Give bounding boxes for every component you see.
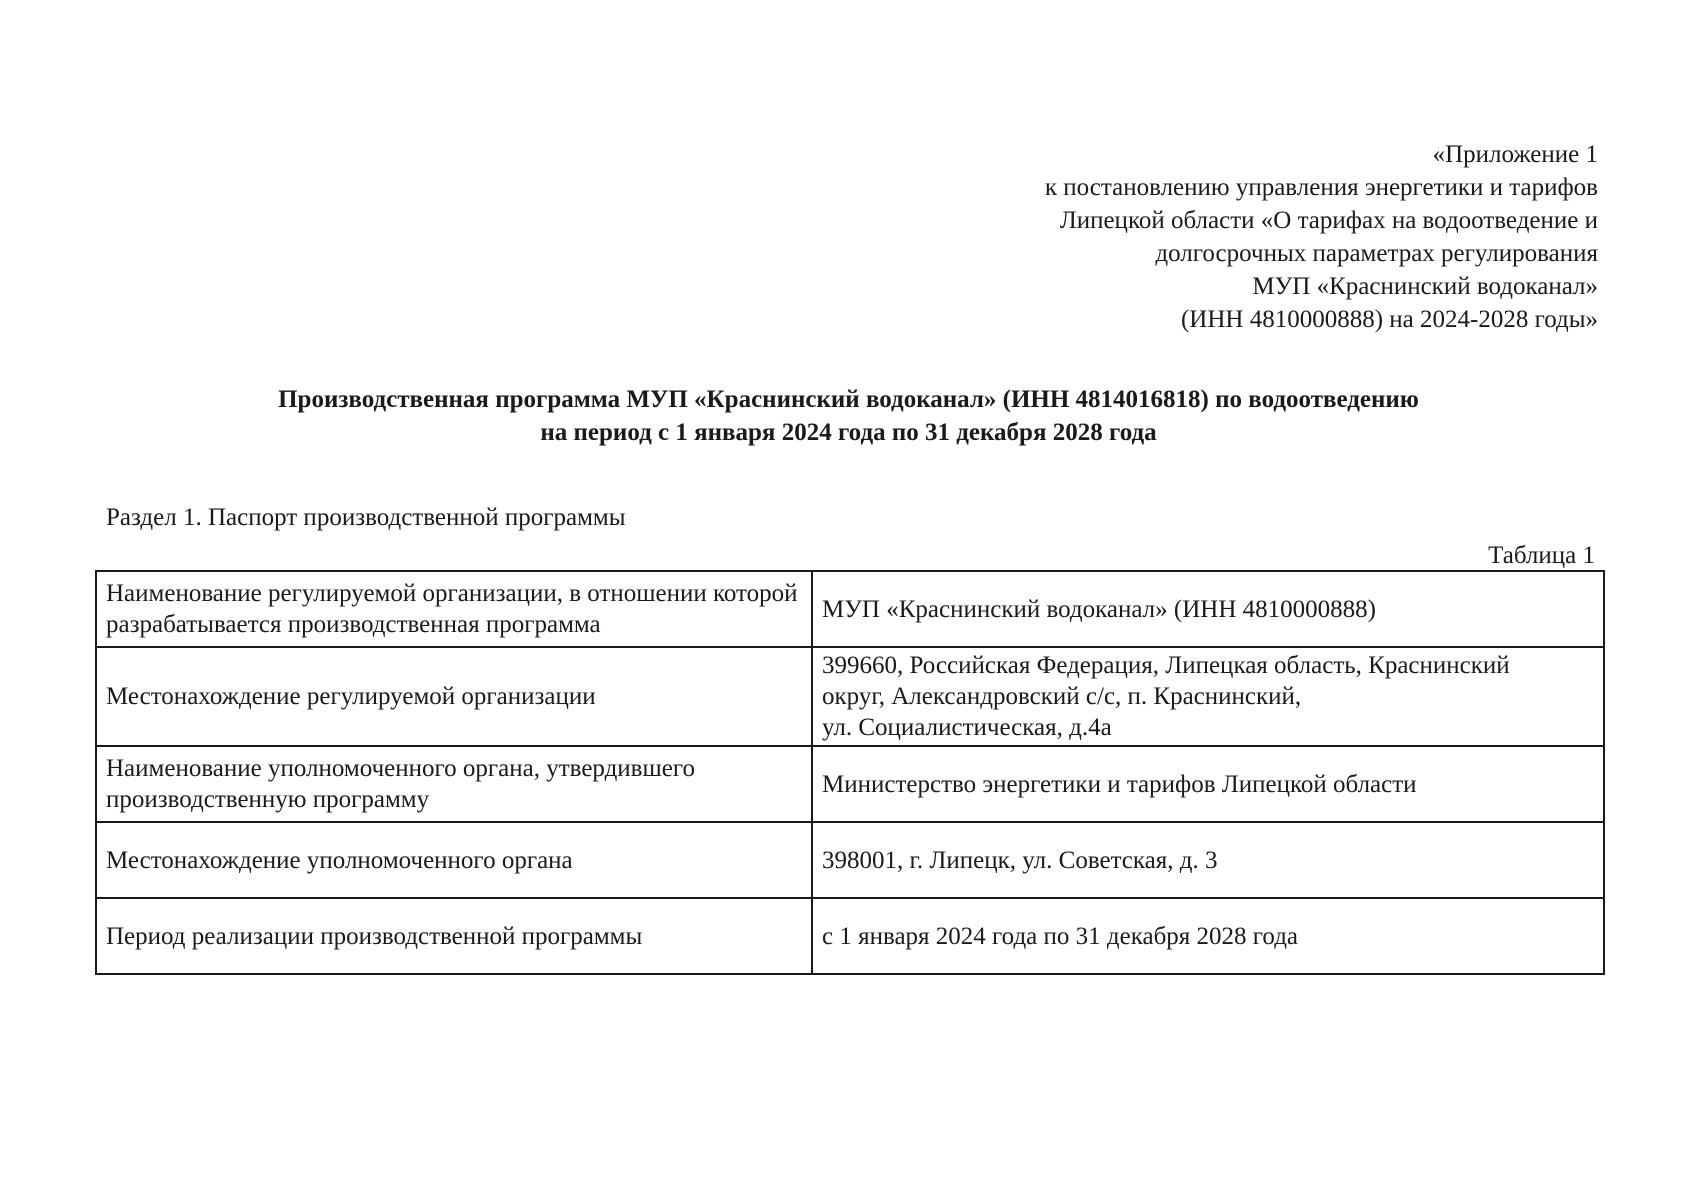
table-row bbox=[96, 822, 1604, 898]
table-row bbox=[96, 647, 1604, 746]
row-value-line: округ, Александровский с/с, п. Краснинский, bbox=[822, 683, 1302, 710]
row-label: Наименование регулируемой организации, в отношении которой разрабатывается производственная программа bbox=[96, 571, 812, 647]
row-label: Местонахождение уполномоченного органа bbox=[96, 822, 812, 898]
table-caption: Таблица 1 bbox=[1488, 542, 1595, 569]
row-label: Наименование уполномоченного органа, утвердившего производственную программу bbox=[96, 746, 812, 822]
row-value bbox=[812, 571, 1604, 647]
appendix-line: «Приложение 1 bbox=[1432, 141, 1598, 168]
document-title-line-1: Производственная программа МУП «Краснинский водоканал» (ИНН 4814016818) по водоотведению bbox=[278, 386, 1419, 413]
document-title-line-2: на период с 1 января 2024 года по 31 декабря 2028 года bbox=[540, 419, 1157, 446]
section-heading: Раздел 1. Паспорт производственной программы bbox=[106, 504, 626, 531]
appendix-line: долгосрочных параметрах регулирования bbox=[1155, 240, 1598, 267]
document-title bbox=[0, 383, 1697, 449]
appendix-line: МУП «Краснинский водоканал» bbox=[1252, 273, 1598, 300]
appendix-line: (ИНН 4810000888) на 2024-2028 годы» bbox=[1180, 306, 1598, 333]
row-value-line: ул. Социалистическая, д.4а bbox=[822, 714, 1112, 741]
row-value-line: 398001, г. Липецк, ул. Советская, д. 3 bbox=[822, 846, 1218, 874]
row-value-line: 399660, Российская Федерация, Липецкая область, Краснинский bbox=[822, 652, 1510, 679]
table-row bbox=[96, 571, 1604, 647]
row-value bbox=[812, 822, 1604, 898]
row-label: Период реализации производственной программы bbox=[96, 898, 812, 974]
row-value-line: с 1 января 2024 года по 31 декабря 2028 года bbox=[822, 922, 1299, 950]
appendix-line: Липецкой области «О тарифах на водоотведение и bbox=[1059, 207, 1598, 234]
passport-table bbox=[95, 570, 1605, 975]
row-value bbox=[812, 746, 1604, 822]
appendix-line: к постановлению управления энергетики и тарифов bbox=[1044, 174, 1598, 201]
row-value-line: Министерство энергетики и тарифов Липецкой области bbox=[822, 770, 1417, 798]
table-row bbox=[96, 898, 1604, 974]
table-row bbox=[96, 746, 1604, 822]
row-value bbox=[812, 647, 1604, 746]
row-label: Местонахождение регулируемой организации bbox=[96, 647, 812, 746]
appendix-header bbox=[838, 138, 1598, 336]
row-value bbox=[812, 898, 1604, 974]
row-value-line: МУП «Краснинский водоканал» (ИНН 4810000888) bbox=[822, 595, 1376, 623]
